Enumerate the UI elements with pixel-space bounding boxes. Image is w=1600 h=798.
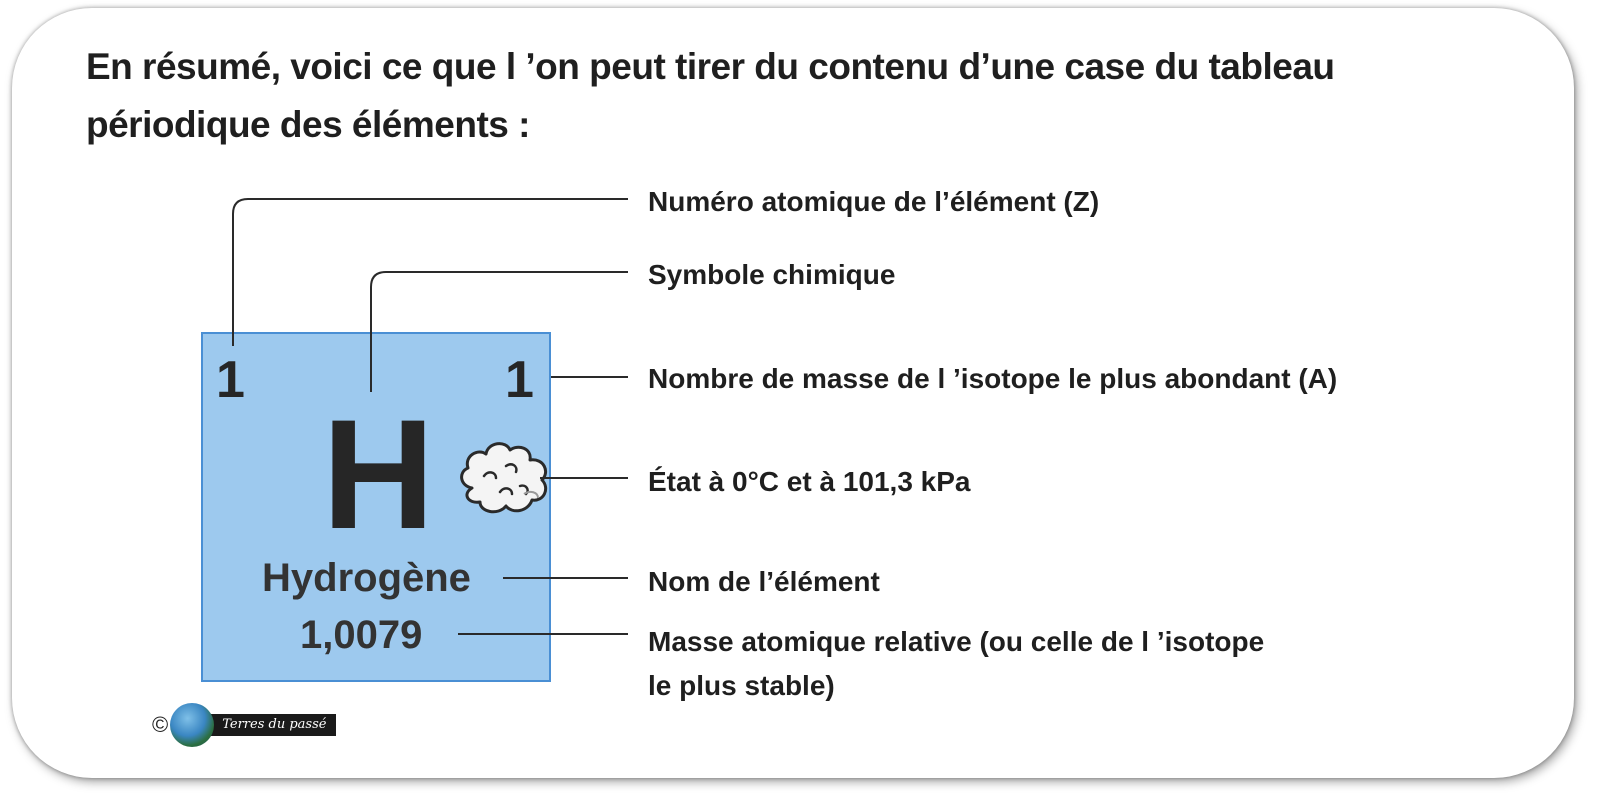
chemical-symbol: H <box>322 388 435 562</box>
credit-logo <box>152 708 336 742</box>
label-state: État à 0°C et à 101,3 kPa <box>648 466 971 497</box>
relative-atomic-mass: 1,0079 <box>300 613 423 657</box>
globe-icon <box>170 703 214 747</box>
label-mass-number: Nombre de masse de l ’isotope le plus abondant (A) <box>648 363 1338 394</box>
credit-text: Terres du passé <box>208 714 336 736</box>
atomic-number: 1 <box>216 351 245 409</box>
label-atomic-number: Numéro atomique de l’élément (Z) <box>648 186 1100 217</box>
mass-number: 1 <box>505 351 534 409</box>
label-element-name: Nom de l’élément <box>648 566 880 597</box>
element-name: Hydrogène <box>262 556 471 600</box>
label-chemical-symbol: Symbole chimique <box>648 259 896 290</box>
leader-line-symbol <box>371 272 628 392</box>
label-relative-mass-line1: Masse atomique relative (ou celle de l ’isotope <box>648 626 1265 657</box>
copyright-symbol: © <box>152 712 169 737</box>
label-relative-mass-line2: le plus stable) <box>648 670 835 701</box>
page-title: En résumé, voici ce que l ’on peut tirer du contenu d’une case du tableau périodique des éléments : <box>86 46 1335 145</box>
